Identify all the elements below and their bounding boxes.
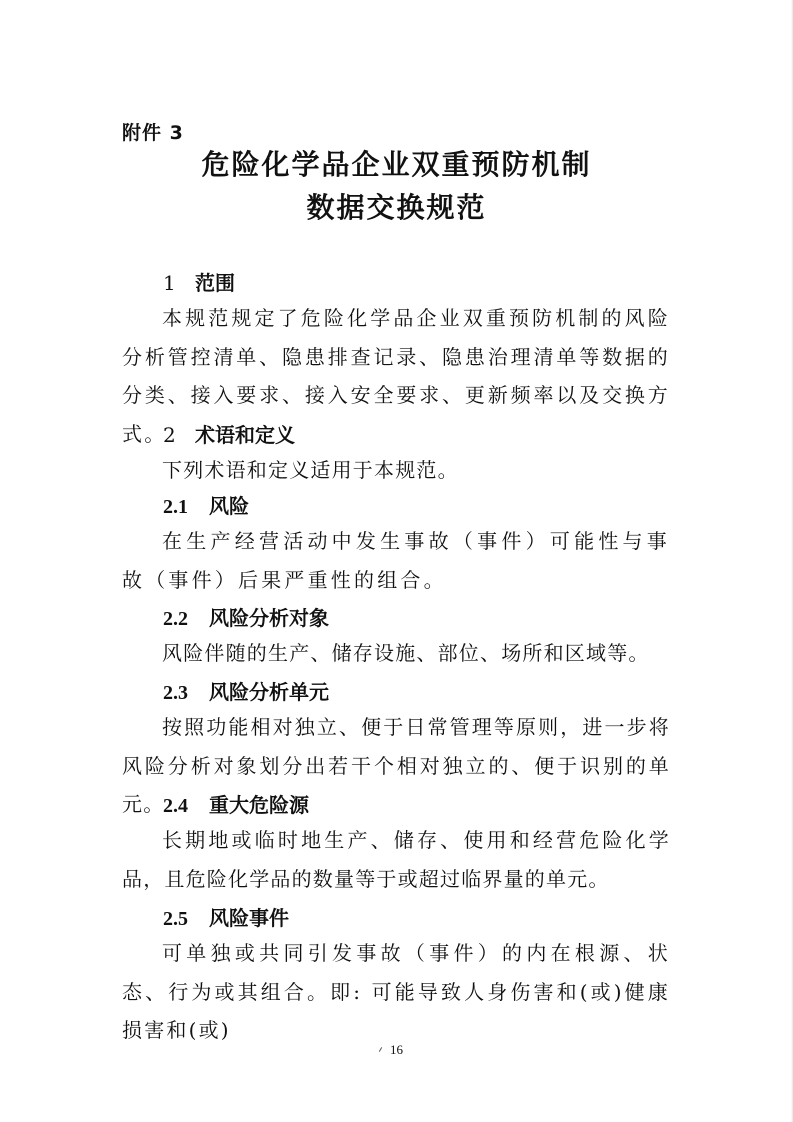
- section-2-heading: [163, 420, 295, 450]
- term-2-4-definition: 长期地或临时地生产、储存、使用和经营危险化学品，且危险化学品的数量等于或超过临界量的单元。: [122, 828, 670, 891]
- document-title-line-1: 危险化学品企业双重预防机制: [201, 148, 592, 181]
- term-title: 风险事件: [209, 906, 289, 930]
- page-number: 16: [390, 1042, 403, 1057]
- section-number: 2: [163, 423, 176, 447]
- term-number: 2.4: [163, 795, 188, 817]
- term-2-2-heading: [163, 603, 329, 634]
- term-2-1-heading: [163, 491, 249, 522]
- term-number: 2.3: [163, 682, 188, 704]
- term-2-3-heading: [163, 677, 329, 708]
- term-2-5-definition: 可单独或共同引发事故（事件）的内在根源、状态、行为或其组合。即: 可能导致人身伤害和(或)健康损害和(或): [122, 941, 670, 1042]
- section-2-paragraph: 下列术语和定义适用于本规范。: [162, 458, 459, 482]
- term-title: 重大危险源: [209, 793, 309, 817]
- section-title: 术语和定义: [195, 423, 295, 447]
- term-number: 2.1: [163, 496, 188, 518]
- term-2-2-definition: 风险伴随的生产、储存设施、部位、场所和区域等。: [162, 641, 650, 665]
- term-2-1-definition: 在生产经营活动中发生事故（事件）可能性与事故（事件）后果严重性的组合。: [122, 529, 670, 592]
- term-number: 2.2: [163, 608, 188, 630]
- term-title: 风险: [209, 494, 249, 518]
- term-title: 风险分析对象: [209, 606, 329, 630]
- term-2-4-heading: [163, 790, 309, 821]
- section-1-heading: [163, 268, 235, 298]
- attachment-label: 附件 3: [122, 122, 184, 144]
- section-1-paragraph: 本规范规定了危险化学品企业双重预防机制的风险分析管控清单、隐患排查记录、隐患治理清单等数据的分类、接入要求、接入安全要求、更新频率以及交换方式。: [122, 306, 670, 446]
- term-number: 2.5: [163, 908, 188, 930]
- section-title: 范围: [195, 271, 235, 295]
- section-number: 1: [163, 271, 176, 295]
- term-title: 风险分析单元: [209, 680, 329, 704]
- term-2-3-definition: 按照功能相对独立、便于日常管理等原则，进一步将风险分析对象划分出若干个相对独立的、便于识别的单元。: [122, 715, 670, 816]
- document-title-line-2: 数据交换规范: [306, 191, 487, 224]
- term-2-5-heading: [163, 903, 289, 934]
